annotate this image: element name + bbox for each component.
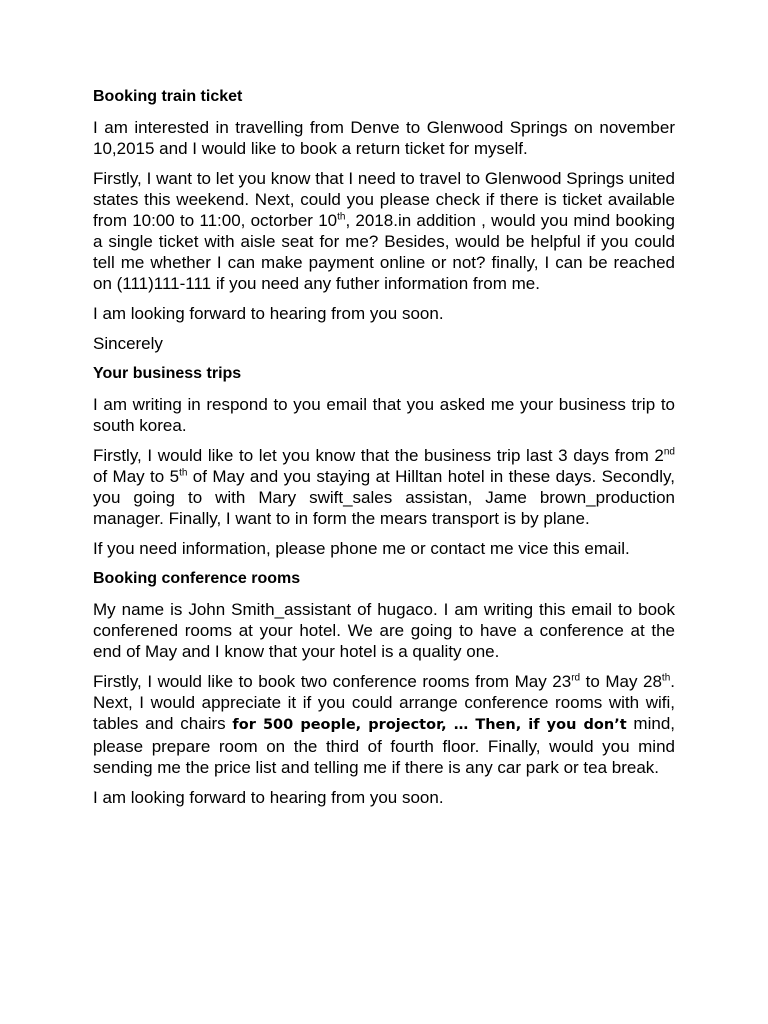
paragraph: Firstly, I would like to book two conference rooms from May 23rd to May 28th. Next, I would appreciate it if you could arrange conference rooms with wifi, tables and chairs for 500 people, projector, … Then, if you don’t mind, please prepare room on the third of fourth floor. Finally, would you mind sending me the price list and telling me if there is any car park or tea break. [93,672,675,777]
section-heading-train: Booking train ticket [93,88,243,105]
closing: Sincerely [93,334,163,353]
paragraph: I am writing in respond to you email that you asked me your business trip to south korea. [93,395,675,435]
paragraph: I am looking forward to hearing from you soon. [93,788,444,807]
section-heading-business-trips: Your business trips [93,365,242,382]
section-heading-conference-rooms: Booking conference rooms [93,570,301,587]
paragraph: Firstly, I want to let you know that I need to travel to Glenwood Springs united states this weekend. Next, could you please check if there is ticket available from 10:00 to 11:00, octorber 10th, 2018.in addition , would you mind booking a single ticket with aisle seat for me? Besides, would be helpful if you could tell me whether I can make payment online or not? finally, I can be reached on (111)111-111 if you need any futher information from me. [93,169,675,293]
document-page [93,86,675,817]
paragraph: Firstly, I would like to let you know that the business trip last 3 days from 2nd of May to 5th of May and you staying at Hilltan hotel in these days. Secondly, you going to with Mary swift_sales assistan, Jame brown_production manager. Finally, I want to in form the mears transport is by plane. [93,446,675,528]
paragraph: I am interested in travelling from Denve to Glenwood Springs on november 10,2015 and I would like to book a return ticket for myself. [93,118,675,158]
paragraph: I am looking forward to hearing from you soon. [93,304,444,323]
paragraph: If you need information, please phone me or contact me vice this email. [93,539,630,558]
paragraph: My name is John Smith_assistant of hugaco. I am writing this email to book conferened rooms at your hotel. We are going to have a conference at the end of May and I know that your hotel is a quality one. [93,600,675,661]
